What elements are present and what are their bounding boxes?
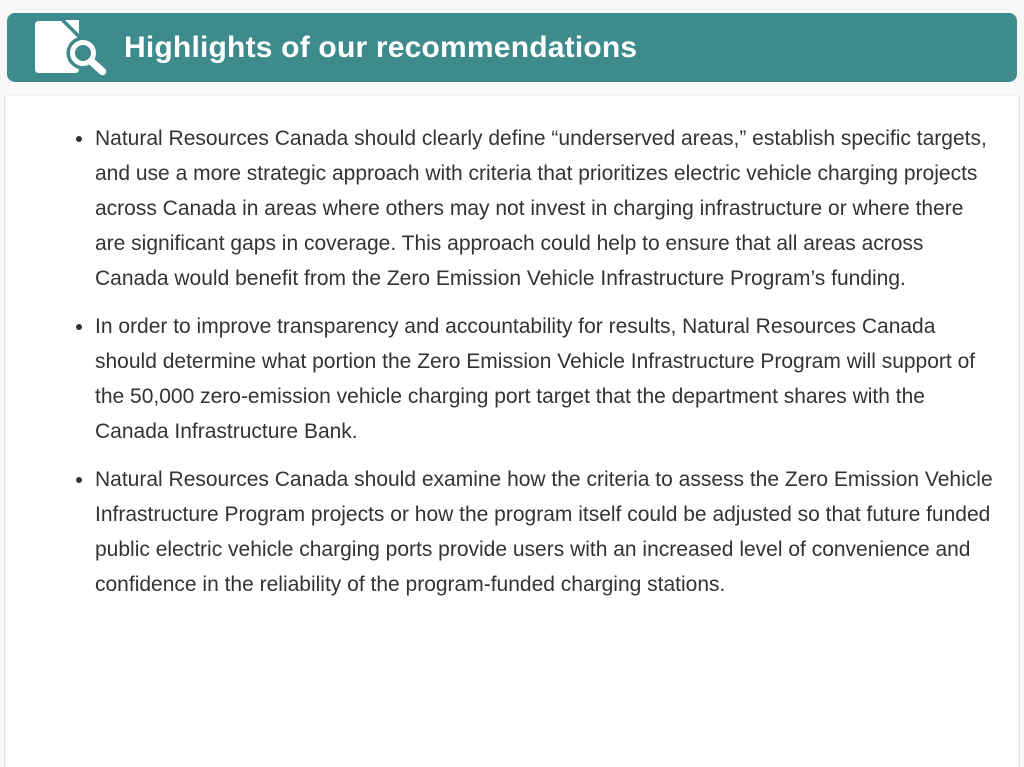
highlights-banner bbox=[7, 13, 1017, 82]
recommendation-item-2: • In order to improve transparency and accountability for results, Natural Resources Canada should determine what portion the Zero Emission Vehicle Infrastructure Program will support of the 50,000 zero-emission vehicle charging port target that the department shares with the Canada Infrastructure Bank. bbox=[95, 309, 999, 449]
document-magnifier-icon bbox=[32, 20, 108, 76]
recommendation-item-1: • Natural Resources Canada should clearly define “underserved areas,” establish specific targets, and use a more strategic approach with criteria that prioritizes electric vehicle charging projects across Canada in areas where others may not invest in charging infrastructure or where there are significant gaps in coverage. This approach could help to ensure that all areas across Canada would benefit from the Zero Emission Vehicle Infrastructure Program’s funding. bbox=[95, 121, 999, 296]
banner-title: Highlights of our recommendations bbox=[124, 30, 638, 64]
highlights-card bbox=[4, 95, 1020, 767]
recommendation-item-3: • Natural Resources Canada should examine how the criteria to assess the Zero Emission Vehicle Infrastructure Program projects or how the program itself could be adjusted so that future funded public electric vehicle charging ports provide users with an increased level of convenience and confidence in the reliability of the program-funded charging stations. bbox=[95, 462, 999, 602]
recommendations-list bbox=[55, 121, 999, 602]
